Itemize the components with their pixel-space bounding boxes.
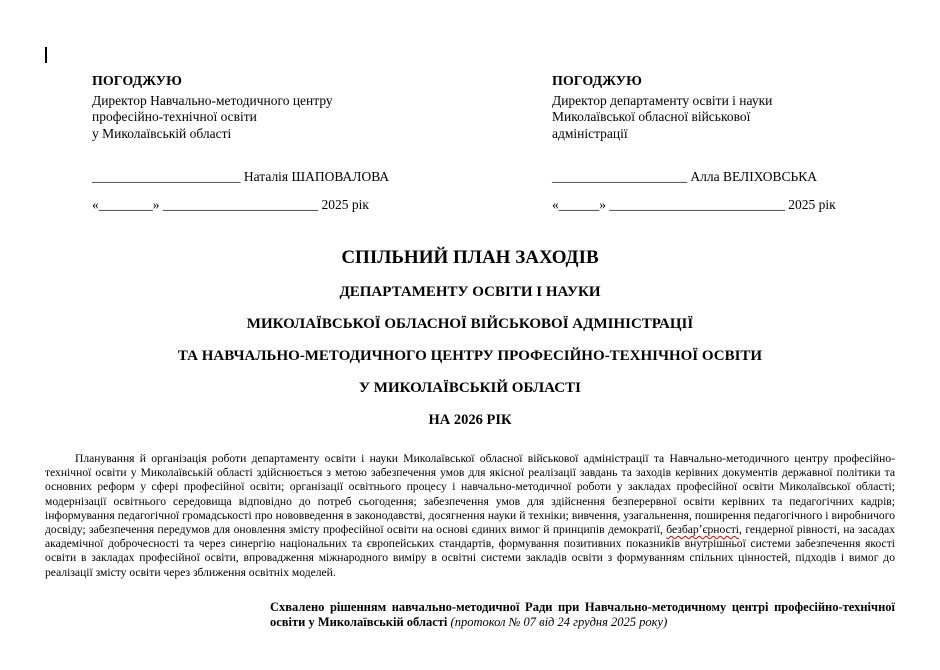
protocol-reference: (протокол № 07 від 24 грудня 2025 року) [450, 615, 668, 630]
approval-blocks [0, 0, 940, 213]
document-title-main: СПІЛЬНИЙ ПЛАН ЗАХОДІВ [341, 247, 599, 268]
approval-line: Директор департаменту освіти і науки [552, 92, 773, 108]
signature-name: Наталія ШАПОВАЛОВА [240, 169, 390, 184]
document-title-year: НА 2026 РІК [428, 412, 512, 428]
approval-line: у Миколаївській області [92, 125, 232, 141]
document-title-line: ТА НАВЧАЛЬНО-МЕТОДИЧНОГО ЦЕНТРУ ПРОФЕСІЙНО-ТЕХНІЧНОЇ ОСВІТИ [177, 348, 763, 364]
signature-name: Алла ВЕЛІХОВСЬКА [687, 169, 818, 184]
signature-blank-line: ______________________ [92, 169, 241, 184]
approval-block-left [92, 74, 444, 213]
document-title-line: МИКОЛАЇВСЬКОЇ ОБЛАСНОЇ ВІЙСЬКОВОЇ АДМІНІСТРАЦІЇ [246, 316, 694, 332]
document-title-line: У МИКОЛАЇВСЬКІЙ ОБЛАСТІ [359, 380, 581, 396]
signature-row-right [552, 169, 892, 186]
approval-heading-right: ПОГОДЖУЮ [552, 74, 642, 89]
body-paragraph-part2: , гендерної рівності, на засадах академічної доброчесності та через синергію національних та європейських стандартів, формування позитивних показників внутрішньої системи забезпечення якості освіти в закладах професійної освіти, впровадження міжнародного виміру в освітні системи закладів освіти з формуванням спільних цінностей, підходів і вимог до реалізації змісту освіти через зближення освітніх моделей. [45, 523, 895, 579]
document-title-line: ДЕПАРТАМЕНТУ ОСВІТИ І НАУКИ [339, 284, 601, 300]
approved-text: Схвалено рішенням навчально-методичної Ради при Навчально-методичному центрі професійно-технічної освіти у Миколаївській області [270, 599, 895, 630]
date-row-left: «________» _______________________ 2025 рік [92, 196, 369, 212]
approval-block-right [552, 74, 892, 213]
signature-row-left [92, 169, 444, 186]
misspelled-word-spellcheck: безбарʼєрності [666, 523, 740, 537]
signature-blank-line: ____________________ [552, 169, 687, 184]
date-row-right: «______» __________________________ 2025 рік [552, 196, 836, 212]
approved-paragraph [270, 600, 895, 631]
body-paragraph-part1: Планування й організація роботи департаменту освіти і науки Миколаївської обласної військової адміністрації та Навчально-методичного центру професійно-технічної освіти у Миколаївській області здійснюється з метою забезпечення умов для якісної реалізації завдань та заходів керівних документів державної політики та основних реформ у сфері професійної освіти; організації освітнього процесу і навчально-методичної роботи у закладах професійної освіти Миколаївської області; модернізації освітнього середовища відповідно до потреб сьогодення; забезпечення умов для здійснення безперервної освіти керівних та педагогічних кадрів; інформування педагогічної громадськості про нововведення в законодавстві, досягнення науки й техніки; вивчення, узагальнення, поширення педагогічного і виробничого досвіду; забезпечення передумов для оновлення змісту професійної освіти на основі єдиних вимог й принципів демократії, [45, 452, 895, 537]
approval-line: адміністрації [552, 125, 628, 141]
approval-heading-left: ПОГОДЖУЮ [92, 74, 182, 89]
approval-line: Директор Навчально-методичного центру [92, 92, 333, 108]
approval-line: професійно-технічної освіти [92, 109, 257, 124]
text-cursor-caret [45, 47, 47, 63]
approval-line: Миколаївської обласної військової [552, 109, 751, 124]
body-paragraph [45, 452, 895, 580]
document-title-block [0, 247, 940, 429]
